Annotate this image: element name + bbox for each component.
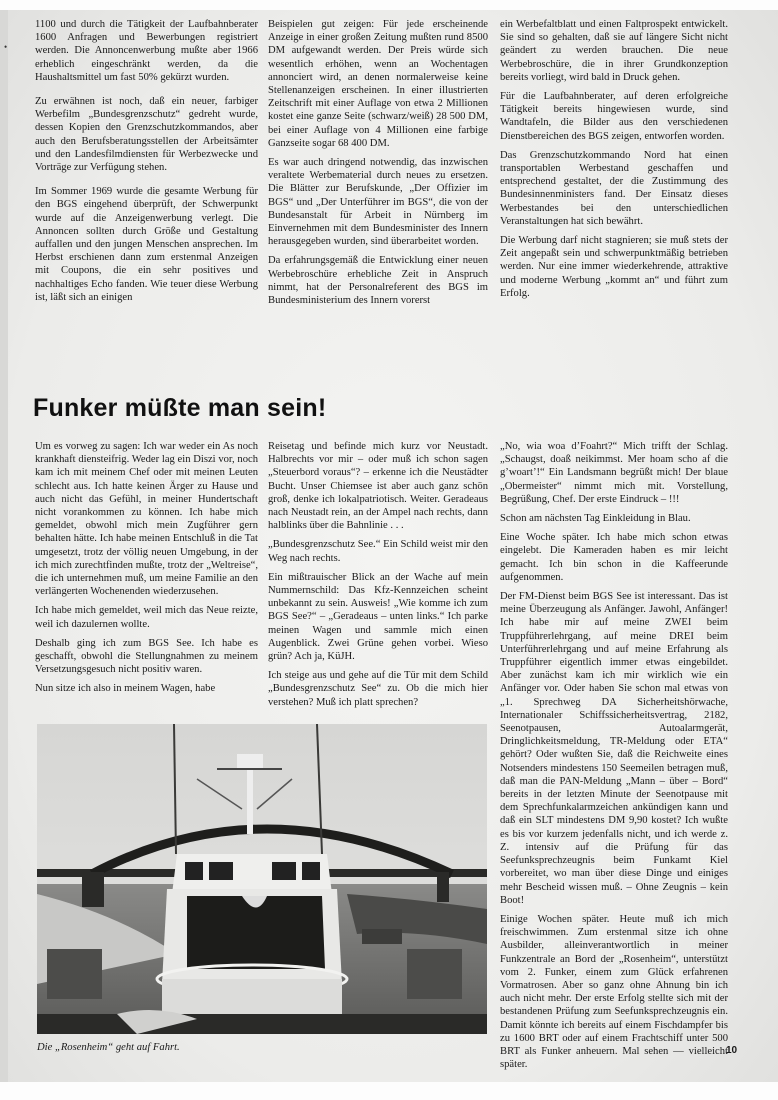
article-column-3 bbox=[500, 440, 728, 1077]
boat-photo bbox=[37, 724, 487, 1034]
prev-article-column-3 bbox=[500, 18, 728, 306]
paragraph: Reisetag und befinde mich kurz vor Neustadt. Halbrechts vor mir – oder muß ich schon sagen „Steuerbord voraus“? – erkenne ich die Neustädter Bucht. Unser Chiemsee ist aber auch ganz schön groß, denke ich lokalpatriotisch. Weiter. Geradeaus nach Neustadt rein, an der Ampel nach rechts, dann halblinks über die Bahnlinie . . . bbox=[268, 441, 488, 532]
paragraph: Ich steige aus und gehe auf die Tür mit dem Schild „Bundesgrenzschutz See“ zu. Ob die mich hier verstehen? Muß ich platt sprechen? bbox=[268, 670, 488, 708]
article-column-1 bbox=[35, 440, 258, 702]
prev-article-column-2 bbox=[268, 18, 488, 313]
paragraph: Da erfahrungsgemäß die Entwicklung einer neuen Werbebroschüre erhebliche Zeit in Anspruch nimmt, hat der Personalreferent des BGS im Bundesministerium des Innern vorerst bbox=[268, 255, 488, 307]
paragraph: Schon am nächsten Tag Einkleidung in Blau. bbox=[500, 513, 691, 525]
paragraph: Einige Wochen später. Heute muß ich mich freischwimmen. Zum erstenmal sitze ich ohne Ausbilder, alleinverantwortlich in meiner Funkzentrale an Bord der „Rosenheim“, unterstützt vom 2. Funker, einem zum Glück erfahrenen Vormatrosen. Aber so ganz ohne Ahnung bin ich auch nicht mehr. Der erste Erfolg stellte sich mit der bestandenen Prüfung zum Seefunksprechzeugnis ein. Damit könnte ich bereits auf einem Fischdampfer bis zu 1600 BRT oder auf einem Frachtschiff unter 500 BRT als Funker anheuern. Mal sehen — vielleicht später. bbox=[500, 913, 728, 1071]
scan-mark: • bbox=[4, 42, 8, 52]
paragraph: Eine Woche später. Ich habe mich schon etwas eingelebt. Die Kameraden haben es mir leicht gemacht. Ich bin schon in die Kaffeerunde aufgenommen. bbox=[500, 532, 728, 583]
paragraph: Es war auch dringend notwendig, das inzwischen veraltete Werbematerial durch neues zu ersetzen. Die Blätter zur Berufskunde, „Der Offizier im BGS“ und „Der Unterführer im BGS“, die von der Bundesanstalt für Arbeit in Nürnberg im Einvernehmen mit dem Bundesminister des Innern herausgegeben wurden, sind überarbeitet worden. bbox=[268, 157, 488, 248]
paragraph: Für die Laufbahnberater, auf deren erfolgreiche Tätigkeit bereits hingewiesen wurde, sind Wandtafeln, die Bilder aus den verschiedenen Dienstbereichen des BGS zeigen, entworfen worden. bbox=[500, 91, 728, 142]
scan-bottom-margin bbox=[0, 1082, 778, 1100]
paragraph: Die Werbung darf nicht stagnieren; sie muß stets der Zeit angepaßt sein und schwerpunktmäßig betrieben werden. Nur eine immer wiederkehrende, attraktive und moderne Werbung „kommt an“ und führt zum Erfolg. bbox=[500, 235, 728, 299]
paragraph: Nun sitze ich also in meinem Wagen, habe bbox=[35, 683, 216, 695]
paragraph: 1100 und durch die Tätigkeit der Laufbahnberater 1600 Anfragen und Bewerbungen registriert werden. Die Annoncenwerbung mußte aber 1966 erheblich eingeschränkt werden, da die Haushaltsmittel um fast 50% gekürzt wurden. bbox=[35, 19, 258, 83]
paragraph: ein Werbefaltblatt und einen Faltprospekt entwickelt. Sie sind so gehalten, daß sie auf längere Sicht nicht geändert zu werden brauchen. Die neue Werbebroschüre, die in ihrer Grundkonzeption bereits vorliegt, wird bald in Druck gehen. bbox=[500, 19, 728, 83]
photo-caption: Die „Rosenheim“ geht auf Fahrt. bbox=[37, 1042, 180, 1053]
paragraph: Deshalb ging ich zum BGS See. Ich habe es geschafft, obwohl die Stellungnahmen zu meinem Versetzungsgesuch nicht positiv waren. bbox=[35, 637, 258, 676]
paragraph: Im Sommer 1969 wurde die gesamte Werbung für den BGS eingehend überprüft, der Schwerpunkt wurde auf die Anzeigenwerbung verlegt. Die Annoncen sollten durch Größe und Gestaltung auffallen und den jungen Menschen ansprechen. Im Herbst erschienen dann zum erstenmal Anzeigen mit Coupons, die ein sehr positives und nachhaltiges Echo fanden. Wie teuer diese Werbung ist, läßt sich an einigen bbox=[35, 186, 258, 303]
paragraph: Ich habe mich gemeldet, weil mich das Neue reizte, weil ich dazulernen wollte. bbox=[35, 605, 258, 630]
page-number: 10 bbox=[726, 1045, 738, 1056]
paragraph: Um es vorweg zu sagen: Ich war weder ein As noch krankhaft diensteifrig. Weder lag ein Diszi vor, noch kam ich mit meinem Chef oder mit meinen Leuten schlecht aus. Ich hatte keinen Ärger zu Hause und auch nicht das Gefühl, in meiner Hundertschaft nicht vorankommen zu können. Ich habe mich gemeldet, obwohl mich mein Zugführer gern behalten hätte. Ich habe meinen Entschluß in die Tat umgesetzt, trotz der völlig neuen Umgebung, in der ich mich zurechtfinden mußte, trotz der „Weltreise“, die ich unternehmen muß, um meine Familie an den verlängerten Wochenenden wiederzusehen. bbox=[35, 441, 258, 598]
paragraph: Das Grenzschutzkommando Nord hat einen transportablen Werbestand geschaffen und entsprechend gestaltet, der die Zustimmung des Bundesinnenministers fand. Der Einsatz dieses Werbestandes bei den unterschiedlichen Veranstaltungen hat sich bewährt. bbox=[500, 149, 728, 227]
paragraph: Zu erwähnen ist noch, daß ein neuer, farbiger Werbefilm „Bundesgrenzschutz“ gedreht wurde, dessen Kopien den Grenzschutzkommandos, aber auch den Berufsberatungsstellen der Arbeitsämter und den Landesfilmdiensten für Werbezwecke und Vorträge zur Verfügung stehen. bbox=[35, 96, 258, 174]
boat-bridge-image bbox=[37, 724, 487, 1034]
paragraph: Beispielen gut zeigen: Für jede erscheinende Anzeige in einer großen Zeitung mußten rund 8500 DM aufgewandt werden. Der Preis würde sich wesentlich erhöhen, wenn an Wochentagen annonciert wird, an denen normalerweise keine Stellenanzeigen erscheinen. In einer illustrierten Zeitschrift mit einer Auflage von etwa 2 Millionen kostet eine ganze Seite (schwarz/weiß) 28 500 DM, bei einer Auflage von 4 Millionen eine farbige Ganzseite sogar 68 400 DM. bbox=[268, 19, 488, 149]
prev-article-column-1 bbox=[35, 18, 258, 310]
scan-top-margin bbox=[0, 0, 778, 10]
paragraph: „Bundesgrenzschutz See.“ Ein Schild weist mir den Weg nach rechts. bbox=[268, 539, 488, 564]
paragraph: Der FM-Dienst beim BGS See ist interessant. Das ist meine Überzeugung als Anfänger. Jawohl, Anfänger! Ich habe mir auf meine ZWEI beim Truppführerlehrgang, auf meine DREI beim Unterführerlehrgang und auf meine Erfahrung als Truppführer eigentlich immer etwas eingebildet. Aber zunächst kam ich mir wirklich wie ein Anfänger vor. Oder haben Sie schon mal etwas von „1. Sprechweg DA Sicherheitshörwache, Internationaler Schiffssicherheitsvertrag, 2182, Seenotpausen, Autoalarmgerät, Dringlichkeitsmeldung, TR-Meldung oder ETA“ gehört? Oder wußten Sie, daß die Reichweite eines Notsenders mindestens 150 Seemeilen betragen muß, daß man die PAN-Meldung „Mann – über – Bord“ bereits in der letzten Minute der Seenotpause mit dem Sprechfunkalarmzeichen ankündigen kann und daß ein SLT mindestens DM 9,90 kostet? Ich wußte es bis vor kurzem jedenfalls nicht, und ich werde z. Z. intensiv auf die Prüfung für das Seefunksprechzeugnis beim Funkamt Kiel vorbereitet, wo man über diese Dinge und einiges mehr Bescheid wissen muß. – Ohne Zeugnis – kein Boot! bbox=[500, 591, 728, 906]
article-headline: Funker müßte man sein! bbox=[33, 394, 327, 422]
scan-left-edge bbox=[0, 10, 8, 1082]
paragraph: Ein mißtrauischer Blick an der Wache auf mein Nummernschild: Das Kfz-Kennzeichen scheint unbekannt zu sein. Ausweis! „Wie komme ich zum BGS See?“ – „Geradeaus – unten links.“ Ich parke meinen Wagen und sammle mich einen Augenblick. Zwei Grüne gehen vorbei. Wieso grün? Ach ja, KüJH. bbox=[268, 571, 488, 663]
article-column-2 bbox=[268, 440, 488, 715]
paragraph: „No, wia woa d’Foahrt?“ Mich trifft der Schlag. „Schaugst, doaß neikimmst. Mer hoam scho af die g’woart’!“ Ein Landsmann begrüßt mich! Der blaue „Obermeister“ nimmt mich mit. Vorstellung, Begrüßung, Chef. Der erste Eindruck – !!! bbox=[500, 441, 728, 505]
